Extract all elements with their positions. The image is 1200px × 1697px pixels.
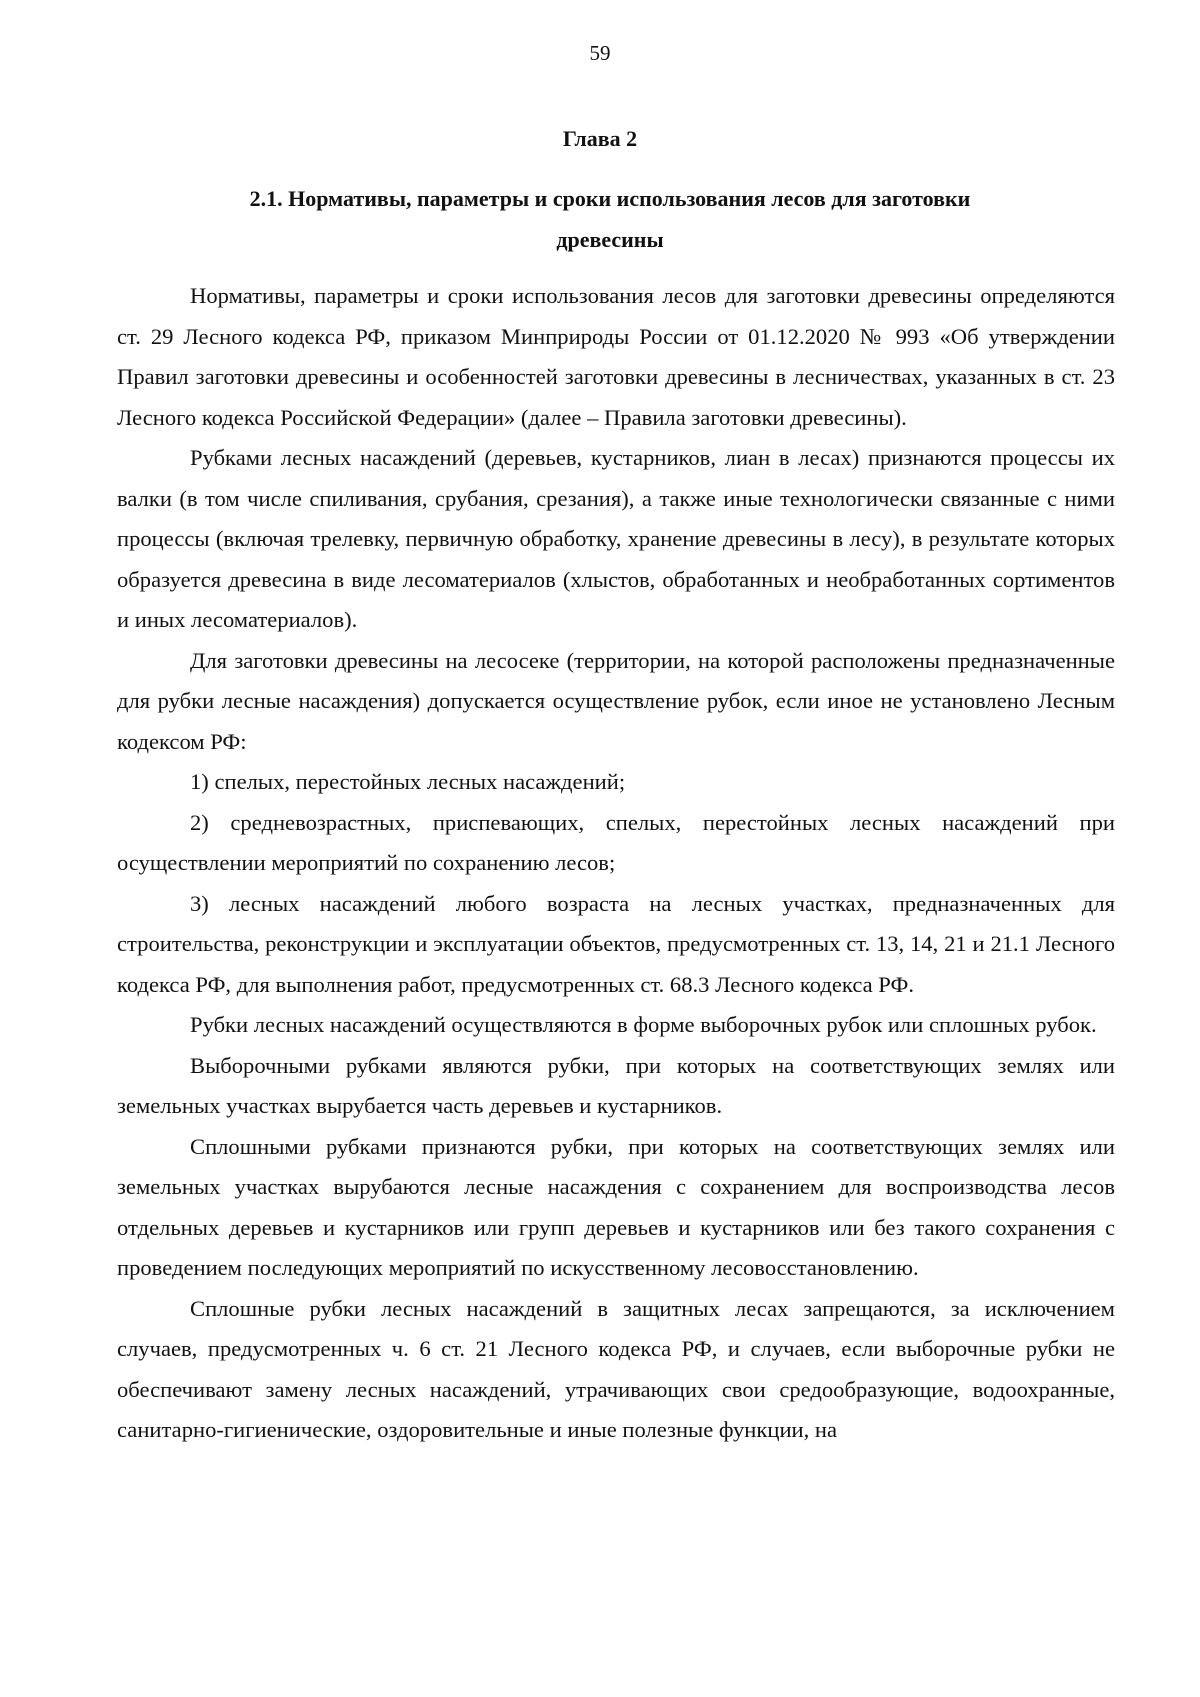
list-item: 3) лесных насаждений любого возраста на лесных участках, предназначенных для строительства, реконструкции и эксплуатации объектов, предусмотренных ст. 13, 14, 21 и 21.1 Лесного кодекса РФ, для выполнения работ, предусмотренных ст. 68.3 Лесного кодекса РФ. [117, 890, 1115, 997]
chapter-heading: Глава 2 [562, 126, 638, 151]
paragraph: Сплошными рубками признаются рубки, при которых на соответствующих землях или земельных участках вырубаются лесные насаждения с сохранением для воспроизводства лесов отдельных деревьев и кустарников или групп деревьев и кустарников или без такого сохранения с проведением последующих мероприятий по искусственному лесовосстановлению. [117, 1133, 1115, 1280]
paragraph: Рубками лесных насаждений (деревьев, кустарников, лиан в лесах) признаются процессы их валки (в том числе спиливания, срубания, срезания), а также иные технологически связанные с ними процессы (включая трелевку, первичную обработку, хранение древесины в лесу), в результате которых образуется древесина в виде лесоматериалов (хлыстов, обработанных и необработанных сортиментов и иных лесоматериалов). [117, 445, 1115, 632]
paragraph: Выборочными рубками являются рубки, при которых на соответствующих землях или земельных участках вырубается часть деревьев и кустарников. [117, 1052, 1115, 1118]
section-title: 2.1. Нормативы, параметры и сроки использования лесов для заготовки древесины [249, 186, 971, 252]
paragraph: Рубки лесных насаждений осуществляются в форме выборочных рубок или сплошных рубок. [190, 1012, 1097, 1037]
page-number: 59 [589, 41, 611, 65]
paragraph: Нормативы, параметры и сроки использования лесов для заготовки древесины определяются ст. 29 Лесного кодекса РФ, приказом Минприроды России от 01.12.2020 № 993 «Об утверждении Правил заготовки древесины и особенностей заготовки древесины в лесничествах, указанных в ст. 23 Лесного кодекса Российской Федерации» (далее – Правила заготовки древесины). [117, 283, 1115, 430]
paragraph: Сплошные рубки лесных насаждений в защитных лесах запрещаются, за исключением случаев, предусмотренных ч. 6 ст. 21 Лесного кодекса РФ, и случаев, если выборочные рубки не обеспечивают замену лесных насаждений, утрачивающих свои средообразующие, водоохранные, санитарно-гигиенические, оздоровительные и иные полезные функции, на [117, 1295, 1115, 1442]
list-item: 1) спелых, перестойных лесных насаждений; [190, 769, 626, 794]
paragraph: Для заготовки древесины на лесосеке (территории, на которой расположены предназначенные для рубки лесные насаждения) допускается осуществление рубок, если иное не установлено Лесным кодексом РФ: [117, 647, 1115, 754]
body-text [117, 276, 1115, 1451]
list-item: 2) средневозрастных, приспевающих, спелых, перестойных лесных насаждений при осуществлении мероприятий по сохранению лесов; [117, 809, 1115, 875]
